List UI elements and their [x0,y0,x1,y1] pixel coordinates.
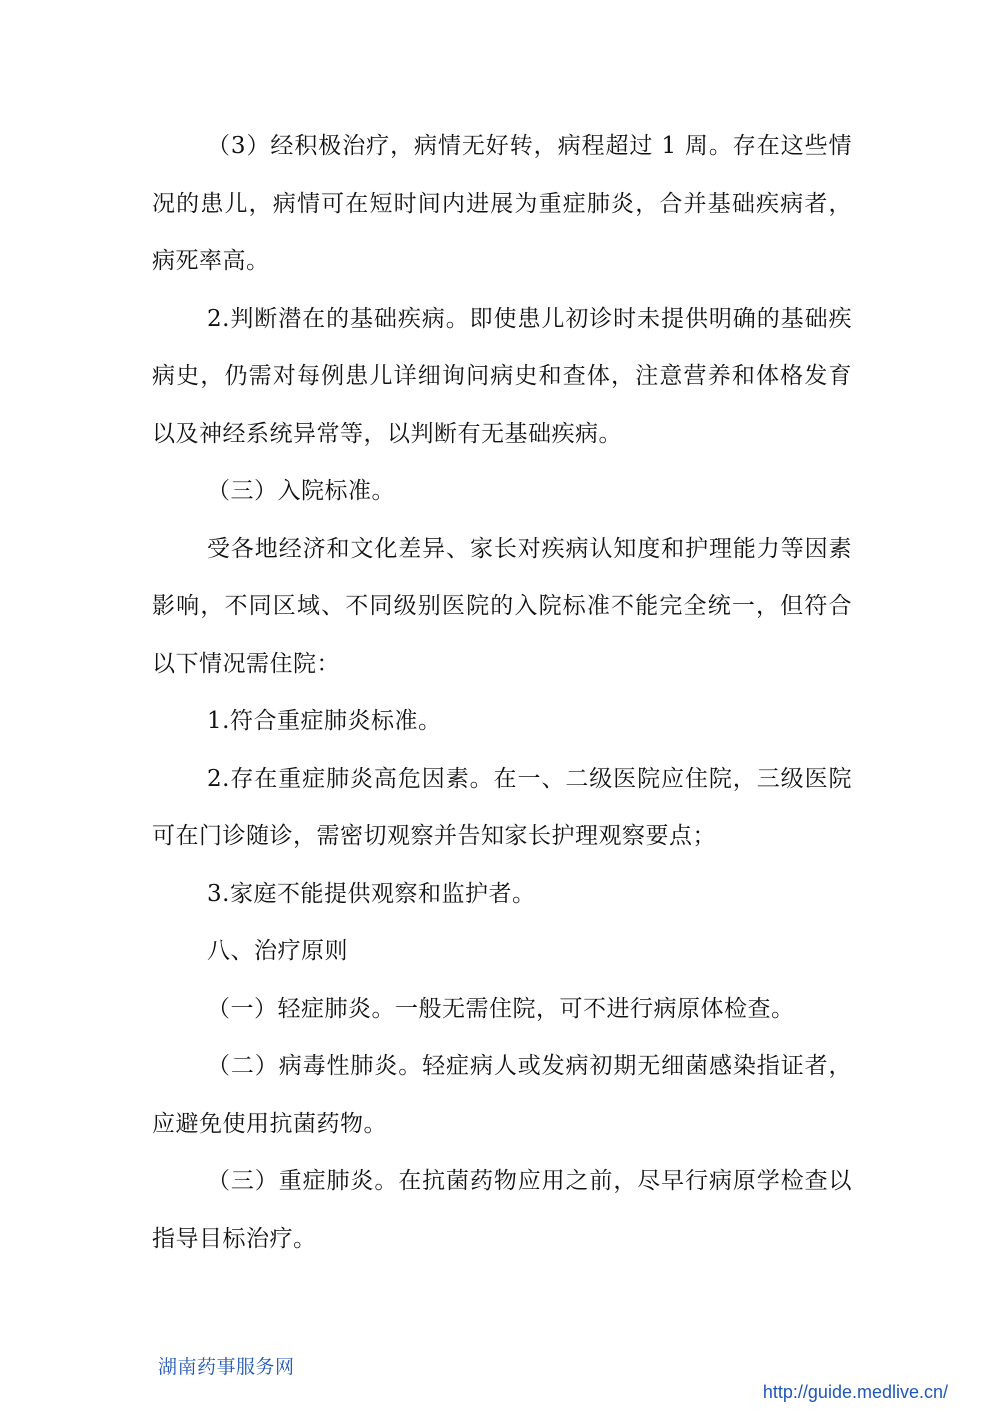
document-body [152,118,852,1268]
list-item-high-risk-factors: 2.存在重症肺炎高危因素。在一、二级医院应住院，三级医院可在门诊随诊，需密切观察并告知家长护理观察要点； [152,765,852,849]
heading-admission-criteria: （三）入院标准。 [207,478,395,504]
paragraph-admission-intro: 受各地经济和文化差异、家长对疾病认知度和护理能力等因素影响，不同区域、不同级别医院的入院标准不能完全统一，但符合以下情况需住院： [152,535,852,677]
footer-site-name[interactable]: 湖南药事服务网 [158,1356,295,1378]
list-item-severe-pneumonia: 1.符合重症肺炎标准。 [207,708,442,734]
paragraph-viral-pneumonia: （二）病毒性肺炎。轻症病人或发病初期无细菌感染指证者，应避免使用抗菌药物。 [152,1053,852,1137]
paragraph-underlying-disease: 2.判断潜在的基础疾病。即使患儿初诊时未提供明确的基础疾病史，仍需对每例患儿详细询问病史和查体，注意营养和体格发育以及神经系统异常等，以判断有无基础疾病。 [152,305,852,447]
paragraph-mild-pneumonia: （一）轻症肺炎。一般无需住院，可不进行病原体检查。 [207,995,795,1022]
list-item-family-monitoring: 3.家庭不能提供观察和监护者。 [207,880,536,907]
footer-url-link[interactable]: http://guide.medlive.cn/ [762,1382,948,1402]
paragraph-course-over-one-week: （3）经积极治疗，病情无好转，病程超过 1 周。存在这些情况的患儿，病情可在短时间内进展为重症肺炎，合并基础疾病者，病死率高。 [152,133,852,274]
heading-treatment-principles: 八、治疗原则 [207,938,348,964]
paragraph-severe-pneumonia: （三）重症肺炎。在抗菌药物应用之前，尽早行病原学检查以指导目标治疗。 [152,1168,852,1252]
